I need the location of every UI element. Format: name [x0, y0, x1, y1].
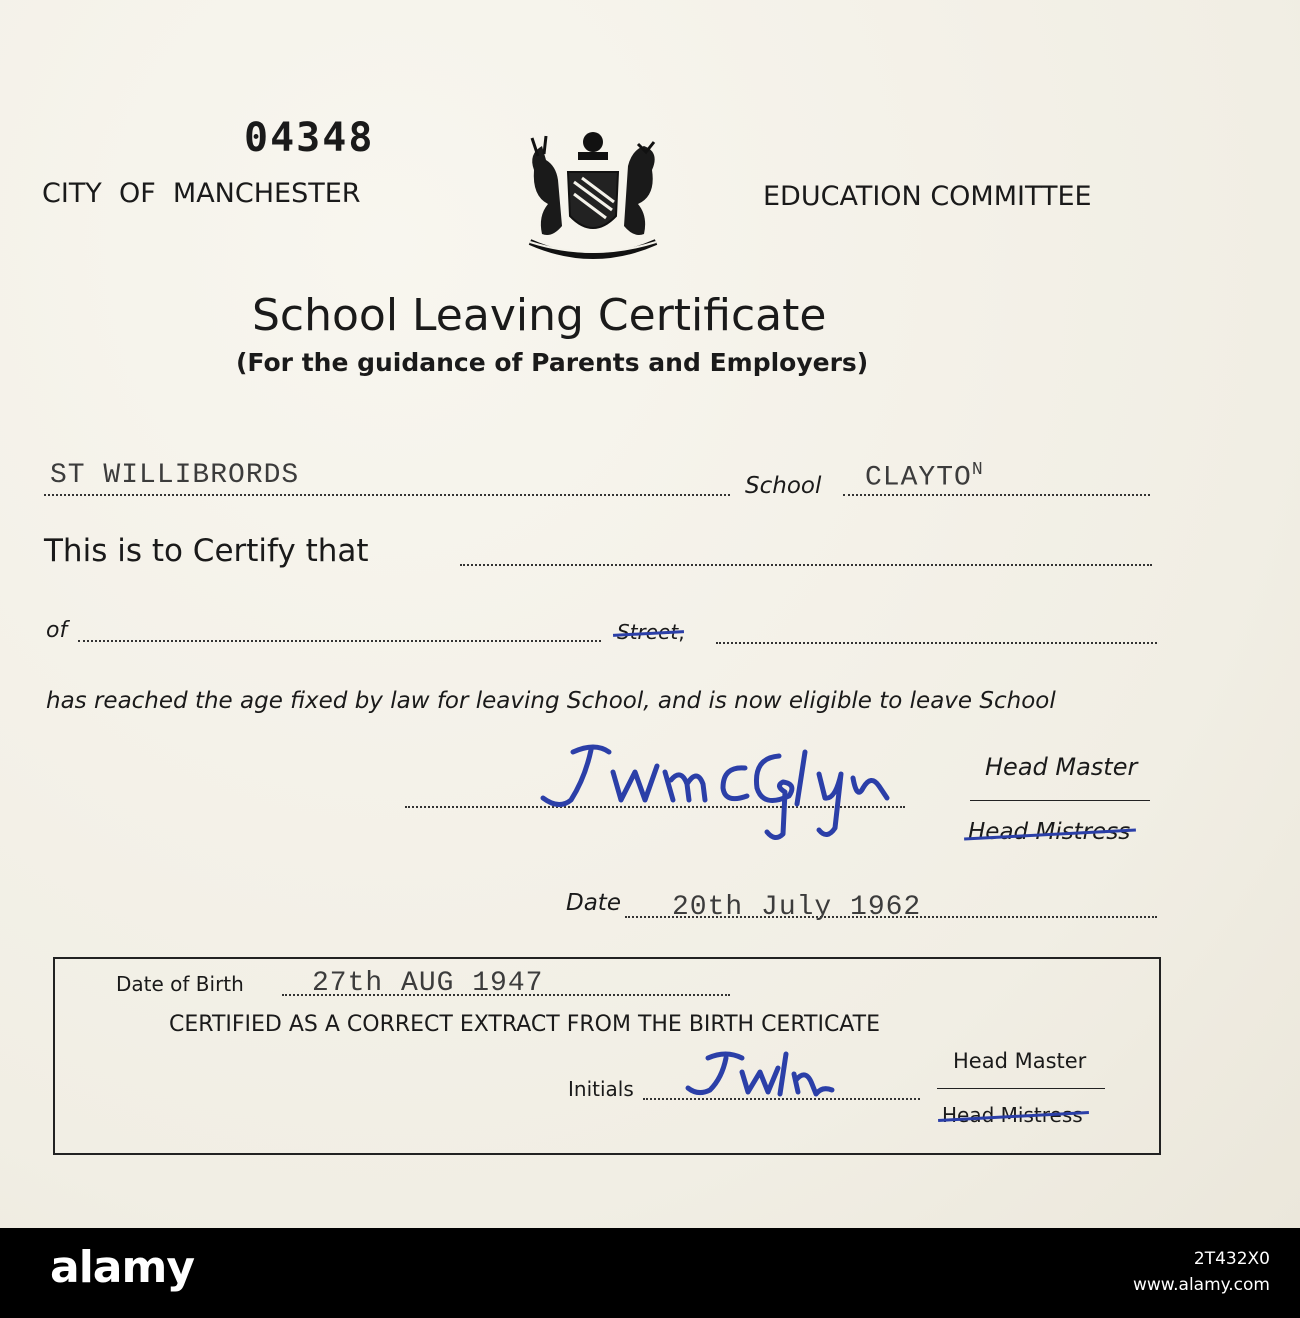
head-mistress-label: Head Mistress — [968, 819, 1131, 845]
initials-signature — [682, 1046, 862, 1106]
stock-watermark-bar — [0, 1228, 1300, 1318]
school-location-dotted-line — [843, 494, 1150, 496]
certify-dotted-line — [460, 564, 1152, 566]
initials-label: Initials — [568, 1077, 634, 1101]
date-value: 20th July 1962 — [672, 892, 922, 923]
eligibility-statement: has reached the age fixed by law for leaving School, and is now eligible to leave School — [46, 688, 1056, 714]
date-label: Date — [566, 890, 621, 916]
issuer-committee: EDUCATION COMMITTEE — [763, 181, 1092, 212]
birth-head-master-rule — [937, 1088, 1105, 1089]
school-name-dotted-line — [44, 494, 730, 496]
coat-of-arms-icon — [512, 130, 674, 272]
of-dotted-line — [78, 640, 601, 642]
serial-number: 04348 — [244, 115, 375, 161]
certificate-subtitle: (For the guidance of Parents and Employers) — [236, 348, 869, 377]
alamy-url: www.alamy.com — [1132, 1275, 1270, 1295]
issuer-city: CITY OF MANCHESTER — [42, 178, 361, 209]
of-label: of — [46, 618, 68, 643]
school-name: ST WILLIBRORDS — [50, 460, 300, 491]
street-label — [617, 620, 685, 644]
school-location: $CLAYTO^N$ — [865, 460, 984, 494]
certificate-title: School Leaving Certificate — [252, 290, 827, 341]
birth-head-mistress-label: Head Mistress — [942, 1103, 1083, 1127]
alamy-meta — [1133, 1246, 1270, 1298]
head-master-signature — [535, 738, 935, 842]
street-comma: , — [678, 620, 685, 644]
street-label-struck: Street — [617, 620, 679, 644]
certify-label: This is to Certify that — [44, 533, 369, 569]
dob-label: Date of Birth — [116, 972, 244, 996]
certified-statement: CERTIFIED AS A CORRECT EXTRACT FROM THE BIRTH CERTICATE — [169, 1012, 880, 1037]
birth-head-master-label: Head Master — [953, 1049, 1087, 1073]
dob-value: 27th AUG 1947 — [312, 968, 544, 999]
alamy-image-id: 2T432X0 — [1193, 1249, 1270, 1269]
head-master-label: Head Master — [985, 753, 1138, 781]
head-master-rule — [970, 800, 1150, 801]
street-dotted-line — [716, 642, 1157, 644]
school-label: School — [745, 473, 822, 499]
alamy-logo: alamy — [50, 1242, 194, 1293]
